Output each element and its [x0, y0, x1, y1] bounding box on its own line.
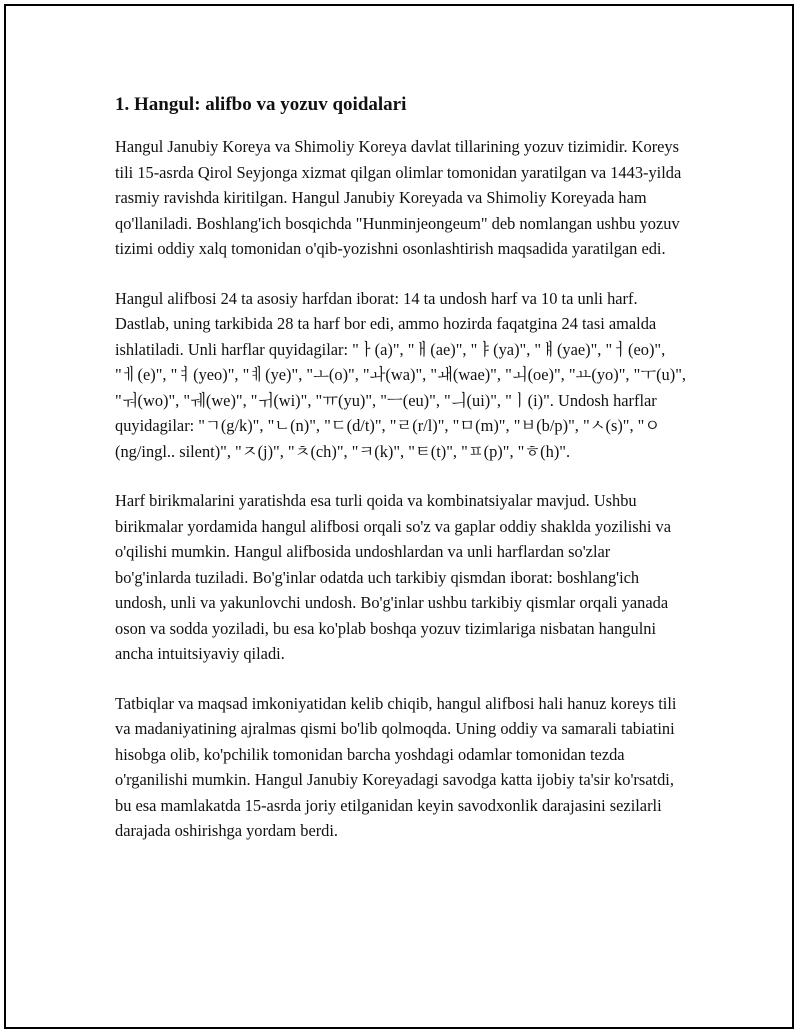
paragraph-alphabet: Hangul alifbosi 24 ta asosiy harfdan iborat: 14 ta undosh harf va 10 ta unli harf. Dastlab, uning tarkibida 28 ta harf bor edi, ammo hozirda faqatgina 24 tasi amalda ishlatiladi. Unli harflar quyidagilar: "ㅏ(a)", "ㅐ(ae)", "ㅑ(ya)", "ㅒ(yae)", "ㅓ(eo)", "ㅔ(e)", "ㅕ(yeo)", "ㅖ(ye)", "ㅗ(o)", "ㅘ(wa)", "ㅙ(wae)", "ㅚ(oe)", "ㅛ(yo)", "ㅜ(u)", "ㅝ(wo)", "ㅞ(we)", "ㅟ(wi)", "ㅠ(yu)", "ㅡ(eu)", "ㅢ(ui)", "ㅣ(i)". Undosh harflar quyidagilar: "ㄱ(g/k)", "ㄴ(n)", "ㄷ(d/t)", "ㄹ(r/l)", "ㅁ(m)", "ㅂ(b/p)", "ㅅ(s)", "ㅇ(ng/ingl.. silent)", "ㅈ(j)", "ㅊ(ch)", "ㅋ(k)", "ㅌ(t)", "ㅍ(p)", "ㅎ(h)". — [115, 288, 687, 461]
document-body — [115, 92, 687, 868]
paragraph-syllables: Harf birikmalarini yaratishda esa turli qoida va kombinatsiyalar mavjud. Ushbu birikmalar yordamida hangul alifbosi orqali so'z va gaplar oddiy shaklda yozilishi va o'qilishi mumkin. Hangul alifbosida undoshlardan va unli harflardan so'zlar bo'g'inlarda tuziladi. Bo'g'inlar odatda uch tarkibiy qismdan iborat: boshlang'ich undosh, unli va yakunlovchi undosh. Bo'g'inlar ushbu tarkibiy qismlar orqali yanada oson va sodda yoziladi, bu esa ko'plab boshqa yozuv tizimlariga nisbatan hangulni ancha intuitsiyaviy qiladi. — [115, 491, 671, 663]
section-heading: 1. Hangul: alifbo va yozuv qoidalari — [115, 94, 407, 115]
paragraph-significance: Tatbiqlar va maqsad imkoniyatidan kelib chiqib, hangul alifbosi hali hanuz koreys tili va madaniyatining ajralmas qismi bo'lib qolmoqda. Uning oddiy va samarali tabiatini hisobga olib, ko'pchilik tomonidan barcha yoshdagi odamlar tomonidan tezda o'rganilishi mumkin. Hangul Janubiy Koreyadagi savodga katta ijobiy ta'sir ko'rsatdi, bu esa mamlakatda 15-asrda joriy etilganidan keyin savodxonlik darajasini sezilarli darajada oshirishga yordam berdi. — [115, 693, 677, 840]
paragraph-intro: Hangul Janubiy Koreya va Shimoliy Koreya davlat tillarining yozuv tizimidir. Koreys tili 15-asrda Qirol Seyjonga xizmat qilgan olimlar tomonidan yaratilgan va 1443-yilda rasmiy ravishda kiritilgan. Hangul Janubiy Koreyada va Shimoliy Koreyada ham qo'llaniladi. Boshlang'ich bosqichda "Hunminjeongeum" deb nomlangan ushbu yozuv tizimi oddiy xalq tomonidan o'qib-yozishni osonlashtirish maqsadida yaratilgan edi. — [115, 137, 682, 258]
